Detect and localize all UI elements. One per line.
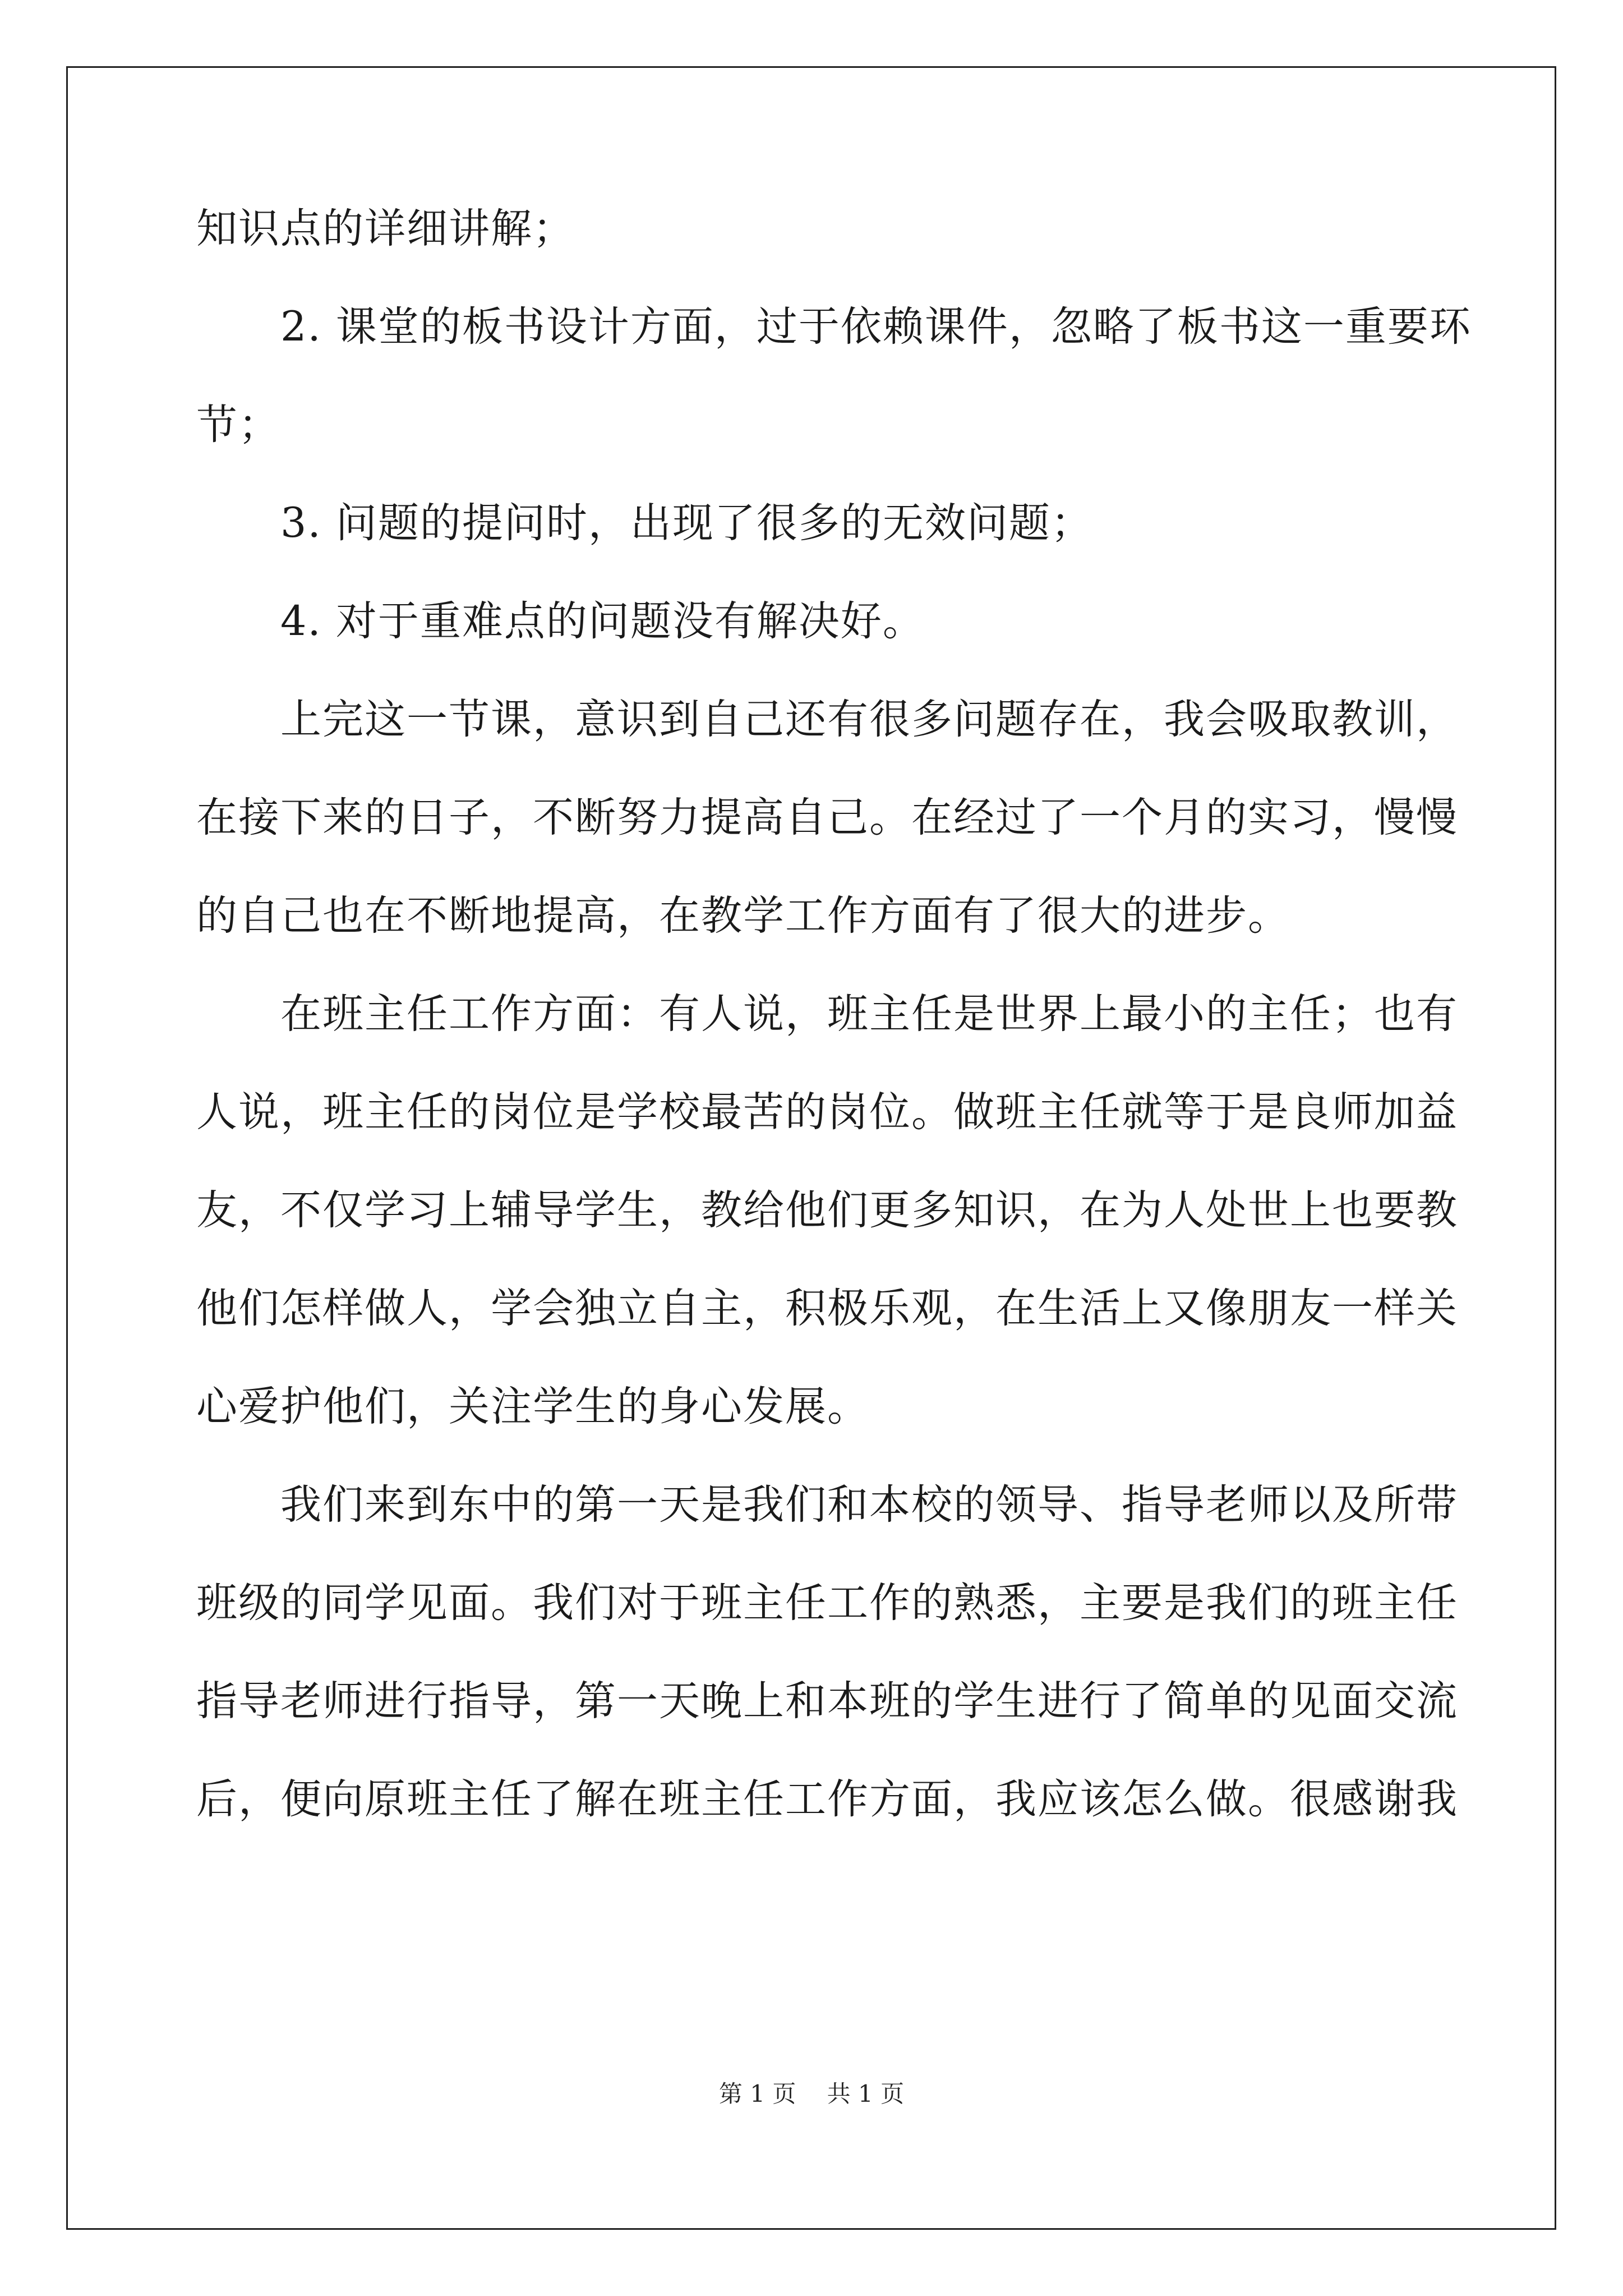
text-line: 我们来到东中的第一天是我们和本校的领导、指导老师以及所带 <box>196 1481 1458 1529</box>
text-line: 心爱护他们，关注学生的身心发展。 <box>196 1383 869 1430</box>
text-line: 班级的同学见面。我们对于班主任工作的熟悉，主要是我们的班主任 <box>196 1579 1458 1627</box>
text-line: 人说，班主任的岗位是学校最苦的岗位。做班主任就等于是良师加益 <box>196 1088 1458 1136</box>
page-number-footer: 第 1 页 共 1 页 <box>718 2080 905 2108</box>
text-line: 2. 课堂的板书设计方面，过于依赖课件，忽略了板书这一重要环 <box>196 303 1472 351</box>
document-body <box>196 202 1472 1871</box>
text-line: 3. 问题的提问时，出现了很多的无效问题； <box>196 499 1093 547</box>
text-line: 4. 对于重难点的问题没有解决好。 <box>196 597 925 645</box>
text-line: 后，便向原班主任了解在班主任工作方面，我应该怎么做。很感谢我 <box>196 1775 1458 1823</box>
text-line: 在班主任工作方面：有人说，班主任是世界上最小的主任；也有 <box>196 990 1458 1038</box>
text-line: 知识点的详细讲解； <box>196 205 575 252</box>
text-line: 节； <box>196 401 280 449</box>
text-line: 在接下来的日子，不断努力提高自己。在经过了一个月的实习，慢慢 <box>196 794 1458 841</box>
text-line: 友，不仅学习上辅导学生，教给他们更多知识，在为人处世上也要教 <box>196 1186 1458 1234</box>
text-line: 上完这一节课，意识到自己还有很多问题存在，我会吸取教训， <box>196 696 1458 743</box>
text-line: 指导老师进行指导，第一天晚上和本班的学生进行了简单的见面交流 <box>196 1677 1458 1725</box>
text-line: 他们怎样做人，学会独立自主，积极乐观，在生活上又像朋友一样关 <box>196 1285 1458 1332</box>
text-line: 的自己也在不断地提高，在教学工作方面有了很大的进步。 <box>196 892 1290 940</box>
